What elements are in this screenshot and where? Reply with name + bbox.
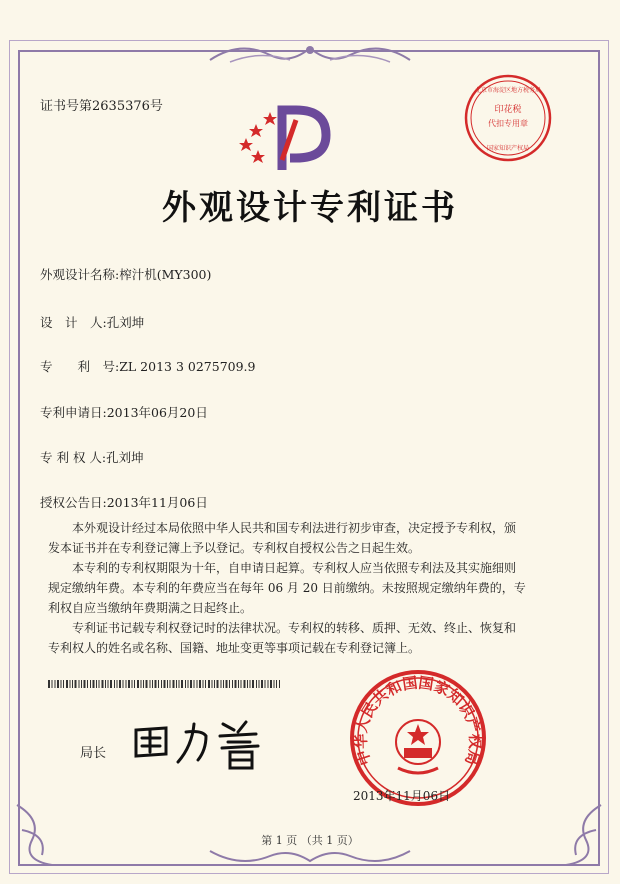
paragraph-line: 本专利的专利权期限为十年，自申请日起算。专利权人应当依照专利法及其实施细则 — [48, 561, 517, 575]
director-label: 局长 — [80, 746, 107, 761]
field-label: 专 利 权 人: — [40, 450, 107, 465]
field-patentee — [40, 448, 144, 466]
director-signature — [128, 712, 278, 772]
paragraph-term — [48, 558, 578, 618]
seal-text-dept: 代扣专用章 — [488, 119, 528, 128]
field-grant-date — [40, 493, 208, 511]
field-value: 孔刘坤 — [106, 450, 144, 465]
tax-seal-stamp — [462, 72, 554, 164]
field-value: 榨汁机(MY300) — [119, 267, 212, 282]
paragraph-line: 本外观设计经过本局依照中华人民共和国专利法进行初步审查，决定授予专利权，颁 — [48, 521, 517, 535]
field-value: 孔刘坤 — [106, 315, 145, 330]
field-value: 2013年06月20日 — [106, 405, 208, 420]
paragraph-grant — [48, 518, 578, 558]
field-label: 授权公告日: — [40, 495, 107, 510]
barcode — [48, 680, 280, 688]
seal-text-bottom: 国家知识产权局 — [486, 145, 530, 152]
field-label: 外观设计名称: — [40, 267, 120, 282]
field-patent-number — [40, 357, 256, 375]
certificate-number: 证书号第2635376号 — [40, 99, 163, 114]
paragraph-line: 规定缴纳年费。本专利的年费应当在每年 06 月 20 日前缴纳。未按照规定缴纳年费的，专 — [48, 581, 526, 595]
paragraph-legal-status — [48, 618, 578, 658]
paragraph-line: 利权自应当缴纳年费期满之日起终止。 — [48, 601, 253, 615]
paragraph-line: 发本证书并在专利登记簿上予以登记。专利权自授权公告之日起生效。 — [48, 541, 421, 555]
field-value: ZL 2013 3 0275709.9 — [119, 359, 256, 374]
field-designer — [40, 313, 144, 331]
paragraph-line: 专利权人的姓名或名称、国籍、地址变更等事项记载在专利登记簿上。 — [48, 641, 421, 655]
seal-text: 中华人民共和国国家知识产权局 — [351, 673, 485, 768]
field-label: 设 计 人: — [40, 315, 107, 330]
sipo-logo-icon — [234, 100, 334, 175]
page-title: 外观设计专利证书 — [162, 188, 458, 228]
seal-text-tax: 印花税 — [494, 105, 522, 115]
seal-text-top: 北京市海淀区地方税务局 — [474, 87, 542, 94]
field-label: 专利申请日: — [40, 405, 107, 420]
field-value: 2013年11月06日 — [106, 495, 208, 510]
bottom-ornament — [200, 846, 420, 868]
page-number: 第 1 页 （共 1 页） — [261, 834, 359, 847]
issue-date: 2013年11月06日 — [353, 789, 451, 803]
top-ornament — [200, 40, 420, 70]
field-label: 专 利 号: — [40, 359, 120, 374]
field-application-date — [40, 403, 208, 421]
paragraph-line: 专利证书记载专利权登记时的法律状况。专利权的转移、质押、无效、终止、恢复和 — [48, 621, 517, 635]
field-design-name — [40, 265, 211, 283]
